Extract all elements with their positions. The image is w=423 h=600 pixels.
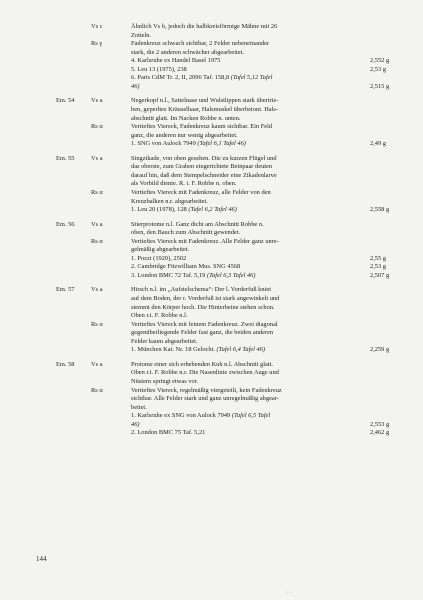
- description-line: [131, 321, 278, 330]
- description-line: [131, 338, 198, 347]
- description-text: 1. SNG von Aulock 7949: [131, 140, 198, 148]
- description-text: gelmäßig abgearbeitet.: [131, 246, 190, 254]
- description-line: [131, 272, 255, 281]
- description-line: [131, 57, 220, 66]
- description-line: [131, 378, 198, 387]
- description-line: [131, 263, 240, 272]
- plate-reference: (Tafel 6,2 Tafel 46): [188, 206, 237, 213]
- description-line: [131, 304, 275, 313]
- plate-reference: (Tafel 6,3 Tafel 46): [206, 271, 256, 279]
- description-text: Vertieftes Viereck mit feinem Fadenkreuz. Zwei diagonal: [131, 320, 278, 328]
- description-text: 2. Cambridge Fitzwilliam Mus. SNG 4568: [131, 263, 241, 271]
- description-text: 4. Karlsruhe ex Handel Basel 1975: [131, 57, 221, 65]
- description-text: Fadenkreuz schwach sichtbar, 2 Felder nebeneinander: [131, 40, 270, 48]
- description-text: ganz, die anderen nur wenig abgearbeitet.: [131, 131, 238, 139]
- description-text: Nüstern springt etwas vor.: [131, 377, 199, 385]
- die-label: Vs a: [91, 154, 103, 162]
- coin-weight: 2,53 g: [370, 263, 386, 271]
- description-line: [131, 123, 272, 132]
- description-text: 1. Leu 20 (1978), 128: [131, 206, 189, 213]
- description-text: stemmt den Körper hoch. Die Hinterbeine stehen schon.: [131, 303, 275, 311]
- description-text: Vertieftes Viereck mit Fadenkreuz. Alle Felder ganz unre-: [131, 237, 279, 245]
- description-line: [131, 346, 265, 355]
- plate-reference: (Tafel 6,4 Tafel 46): [216, 346, 266, 354]
- description-text: 3. London BMC 72 Taf. 5,19: [131, 271, 207, 279]
- description-text: gegenüberliegende Felder fast ganz, die beiden anderen: [131, 329, 274, 337]
- description-line: [131, 361, 273, 370]
- description-line: [131, 412, 270, 421]
- description-text: auf dem Boden, der r. Vorderfuß ist stark angewinkelt und: [131, 295, 280, 302]
- die-label: Vs a: [91, 220, 103, 228]
- die-label: Rs α: [91, 386, 103, 394]
- description-line: [131, 369, 279, 378]
- description-line: [131, 115, 241, 124]
- emission-label: Em. 57: [56, 286, 75, 294]
- description-line: [131, 421, 140, 430]
- page-number: 144: [36, 555, 47, 563]
- description-line: [131, 23, 277, 32]
- description-line: [131, 172, 277, 181]
- coin-weight: 2,515 g: [370, 82, 390, 90]
- description-line: [131, 74, 272, 83]
- description-text: oben, den Bauch zum Abschnitt gewendet.: [131, 229, 241, 237]
- description-text: 2. London BMC 75 Taf. 5,21: [131, 429, 206, 437]
- description-text: das oberste, zum Graben eingerichtete Beinpaar deuten: [131, 163, 273, 171]
- plate-reference: (Tafel 6,1 Tafel 46): [197, 140, 246, 148]
- description-text: abschnitt glatt. Im Nacken Robbe n. unten.: [131, 114, 241, 122]
- die-label: Vs a: [91, 286, 103, 294]
- description-line: [131, 295, 279, 304]
- die-label: Rs α: [91, 123, 103, 130]
- description-text: Singzikade, von oben gesehen. Die zu kurzen Flügel und: [131, 154, 277, 162]
- description-text: ben, geperltes Kräuselhaar, Halsmuskel überbetont. Hals-: [131, 105, 279, 113]
- description-line: [131, 32, 151, 41]
- description-text: 1. Karlsruhe ex SNG von Aulock 7949: [131, 412, 232, 420]
- description-text: beitet.: [131, 403, 147, 411]
- emission-label: Em. 54: [56, 97, 75, 105]
- coin-weight: 2,462 g: [370, 429, 390, 437]
- description-line: [131, 49, 244, 58]
- die-label: Vs a: [91, 97, 103, 105]
- description-line: [131, 83, 140, 92]
- description-text: als Vorbild diente. R. i. F. Robbe n. oben.: [131, 180, 237, 188]
- plate-reference: 46): [131, 420, 140, 428]
- description-line: [131, 395, 279, 404]
- description-text: 1. Pozzi (1920), 2502: [131, 254, 187, 262]
- die-label: Vs c: [91, 23, 103, 30]
- coin-weight: 2,55 g: [370, 254, 386, 262]
- description-line: [131, 198, 208, 207]
- description-line: [131, 329, 273, 338]
- plate-reference: 46): [131, 82, 140, 90]
- description-line: [131, 189, 271, 198]
- description-line: [131, 246, 189, 255]
- description-line: [131, 40, 269, 49]
- description-line: [131, 404, 147, 413]
- description-text: Protome einer sich erhebenden Kuh n.l. Abschnitt glatt.: [131, 360, 273, 368]
- description-text: stark, die 2 anderen schwächer abgearbeitet.: [131, 48, 245, 56]
- description-line: [131, 97, 278, 106]
- description-line: [131, 286, 271, 295]
- description-line: [131, 221, 264, 230]
- die-label: Rs α: [91, 320, 103, 328]
- coin-weight: 2,507 g: [370, 271, 390, 279]
- coin-weight: 2,558 g: [370, 206, 390, 213]
- description-text: Vertieftes Viereck, regelmäßig viergeteilt, kein Fadenkreuz: [131, 386, 282, 394]
- description-line: [131, 180, 236, 189]
- coin-weight: 2,259 g: [370, 346, 390, 354]
- die-label: Rs γ: [91, 40, 103, 48]
- description-text: Oben r.i. F. Robbe n.l.: [131, 312, 188, 320]
- scan-mark: · ·: [286, 590, 292, 596]
- description-text: Kreuzbalken n.r. abgearbeitet.: [131, 197, 208, 205]
- description-line: [131, 229, 240, 238]
- description-line: [131, 206, 237, 215]
- description-line: [131, 429, 205, 438]
- description-line: [131, 66, 187, 75]
- description-text: Zotteln.: [131, 31, 152, 39]
- description-text: 1. München Kat. Nr. 18 Gelocht.: [131, 346, 217, 354]
- die-label: Rs α: [91, 188, 103, 196]
- emission-label: Em. 58: [56, 360, 75, 368]
- description-line: [131, 312, 187, 321]
- description-line: [131, 132, 238, 141]
- description-text: 5. Leu 13 (1975), 238: [131, 65, 187, 73]
- plate-reference: (Tafel 5,12 Tafel: [230, 74, 273, 82]
- coin-weight: 2,49 g: [370, 140, 386, 148]
- description-text: 6. Paris CdM Tr. 2, II, 2096 Taf. 158,8: [131, 74, 231, 82]
- description-text: Vertieftes Viereck mit Fadenkreuz, alle Felder von den: [131, 188, 271, 196]
- description-text: sichtbar. Alle Felder stark und ganz unregelmäßig abgear-: [131, 395, 279, 402]
- emission-label: Em. 56: [56, 220, 75, 228]
- description-text: darauf hin, daß dem Stempelschneider eine Zikadenlarve: [131, 171, 277, 179]
- description-line: [131, 255, 186, 264]
- coin-weight: 2,552 g: [370, 57, 390, 65]
- emission-label: Em. 55: [56, 154, 75, 162]
- description-text: Vertieftes Viereck, Fadenkreuz kaum sichtbar. Ein Feld: [131, 123, 273, 130]
- description-text: Negerkopf n.l., Sattelnase und Wulstlippen stark übertrie-: [131, 97, 279, 105]
- description-line: [131, 238, 279, 247]
- coin-weight: 2,553 g: [370, 420, 390, 428]
- plate-reference: (Tafel 6,5 Tafel: [231, 412, 271, 420]
- description-line: [131, 387, 282, 396]
- description-text: Hirsch n.l. im „Aufstelschema“: Der l. Vorderfuß kniet: [131, 286, 271, 294]
- die-label: Rs α: [91, 237, 103, 245]
- die-label: Vs a: [91, 360, 103, 368]
- description-text: Felder kaum abgearbeitet.: [131, 337, 198, 345]
- description-line: [131, 106, 278, 115]
- description-line: [131, 140, 246, 149]
- description-line: [131, 155, 277, 164]
- description-text: Stierprotome n.l. Ganz dicht am Abschnitt Robbe n.: [131, 220, 264, 228]
- description-line: [131, 163, 272, 172]
- description-text: Oben r.i. F. Robbe n.r. Die Nasenlinie zwischen Auge und: [131, 369, 279, 377]
- coin-weight: 2,53 g: [370, 65, 386, 73]
- description-text: Ähnlich Vs b, jedoch die halbkreisförmige Mähne mit 26: [131, 23, 278, 30]
